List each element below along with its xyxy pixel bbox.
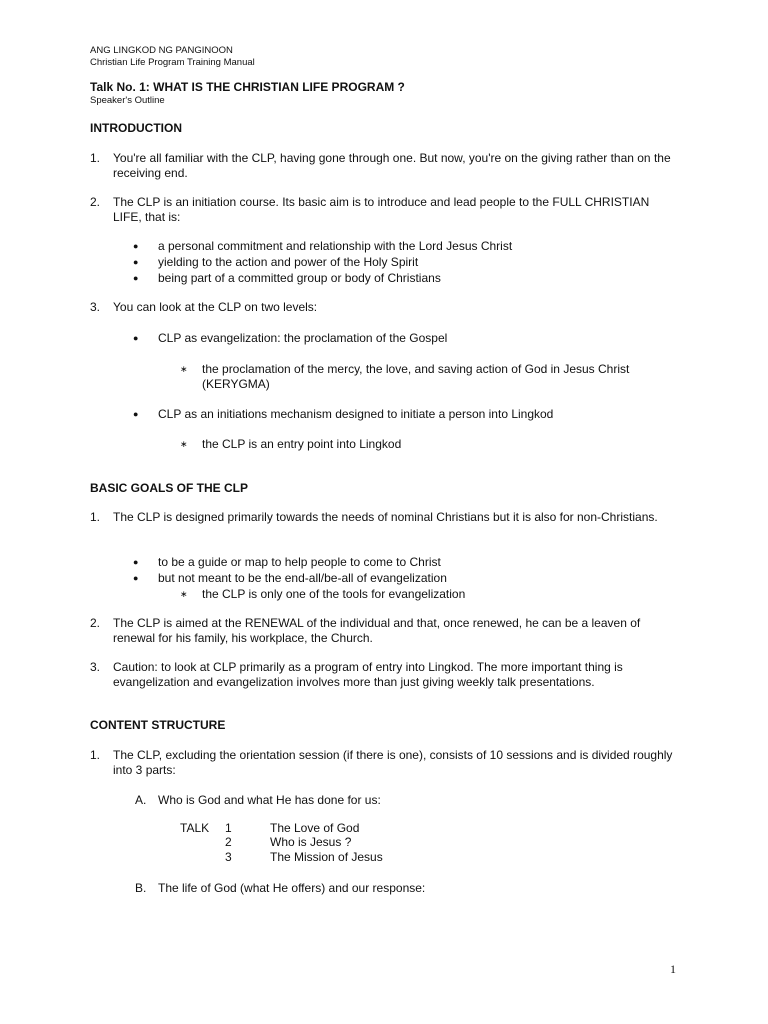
sub-bullet-item (180, 587, 680, 602)
bullet-text: to be a guide or map to help people to come to Christ (158, 555, 441, 569)
talk-number: 3 (225, 850, 232, 864)
asterisk-icon: ∗ (180, 439, 188, 449)
bullet-text: a personal commitment and relationship with the Lord Jesus Christ (158, 239, 513, 253)
item-text: The CLP, excluding the orientation session (if there is one), consists of 10 sessions and is divided roughly into 3 parts: (113, 748, 673, 777)
content-structure-heading: CONTENT STRUCTURE (90, 718, 226, 732)
bullet-icon: ● (133, 573, 139, 583)
bullet-icon: ● (133, 409, 139, 419)
item-number: 1. (90, 510, 101, 524)
item-number: 3. (90, 300, 101, 314)
document-header (90, 45, 255, 69)
talk-number: 2 (225, 835, 232, 849)
bullet-item (133, 255, 653, 270)
item-number: 3. (90, 660, 101, 674)
goals-item-3 (90, 660, 680, 690)
bullet-item (133, 407, 653, 422)
intro-item-1 (90, 151, 680, 181)
part-letter: B. (135, 881, 147, 895)
talk-title: The Love of God (270, 821, 360, 835)
bullet-icon: ● (133, 241, 139, 251)
part-text: The life of God (what He offers) and our response: (158, 881, 426, 895)
basic-goals-heading: BASIC GOALS OF THE CLP (90, 481, 249, 495)
talk-title: Talk No. 1: WHAT IS THE CHRISTIAN LIFE PROGRAM ? (90, 80, 405, 94)
talk-title: The Mission of Jesus (270, 850, 383, 864)
structure-item-1 (90, 748, 680, 778)
item-text: The CLP is designed primarily towards the needs of nominal Christians but it is also for non-Christians. (113, 510, 658, 524)
organization-name: ANG LINGKOD NG PANGINOON (90, 45, 233, 56)
item-text: The CLP is aimed at the RENEWAL of the individual and that, once renewed, he can be a leaven of renewal for his family, his workplace, the Church. (113, 616, 641, 645)
item-number: 1. (90, 151, 101, 165)
part-letter: A. (135, 793, 147, 807)
speakers-outline-label: Speaker's Outline (90, 95, 165, 106)
talk-number: 1 (225, 821, 232, 835)
bullet-icon: ● (133, 273, 139, 283)
item-text: The CLP is an initiation course. Its basic aim is to introduce and lead people to the FULL CHRISTIAN LIFE, that is: (113, 195, 650, 224)
bullet-item (133, 555, 653, 570)
item-text: You can look at the CLP on two levels: (113, 300, 318, 314)
goals-item-1 (90, 510, 680, 525)
item-number: 1. (90, 748, 101, 762)
talk-title: Who is Jesus ? (270, 835, 352, 849)
bullet-icon: ● (133, 257, 139, 267)
part-a (135, 793, 381, 808)
bullet-text: CLP as an initiations mechanism designed to initiate a person into Lingkod (158, 407, 554, 421)
bullet-item (133, 239, 653, 254)
item-text: You're all familiar with the CLP, having gone through one. But now, you're on the giving rather than on the receiving end. (113, 151, 671, 180)
part-b (135, 881, 425, 896)
sub-bullet-item (180, 437, 680, 452)
bullet-text: yielding to the action and power of the Holy Spirit (158, 255, 419, 269)
bullet-icon: ● (133, 557, 139, 567)
introduction-heading: INTRODUCTION (90, 121, 182, 135)
bullet-text: being part of a committed group or body of Christians (158, 271, 441, 285)
item-number: 2. (90, 195, 101, 209)
bullet-item (133, 271, 653, 286)
bullet-item (133, 331, 653, 346)
asterisk-icon: ∗ (180, 589, 188, 599)
sub-bullet-item (180, 362, 680, 392)
page-number: 1 (670, 962, 676, 976)
talk-label: TALK (180, 821, 210, 835)
intro-item-2 (90, 195, 680, 225)
bullet-text: CLP as evangelization: the proclamation of the Gospel (158, 331, 448, 345)
sub-bullet-text: the proclamation of the mercy, the love, and saving action of God in Jesus Christ (KERYGMA) (202, 362, 630, 391)
part-text: Who is God and what He has done for us: (158, 793, 381, 807)
manual-name: Christian Life Program Training Manual (90, 57, 255, 68)
goals-item-2 (90, 616, 680, 646)
bullet-text: but not meant to be the end-all/be-all of evangelization (158, 571, 447, 585)
sub-bullet-text: the CLP is an entry point into Lingkod (202, 437, 402, 451)
bullet-item (133, 571, 653, 586)
item-text: Caution: to look at CLP primarily as a program of entry into Lingkod. The more important thing is evangelization and evangelization involves more than just giving weekly talk presentations. (113, 660, 623, 689)
bullet-icon: ● (133, 333, 139, 343)
sub-bullet-text: the CLP is only one of the tools for evangelization (202, 587, 466, 601)
asterisk-icon: ∗ (180, 364, 188, 374)
item-number: 2. (90, 616, 101, 630)
intro-item-3 (90, 300, 680, 315)
